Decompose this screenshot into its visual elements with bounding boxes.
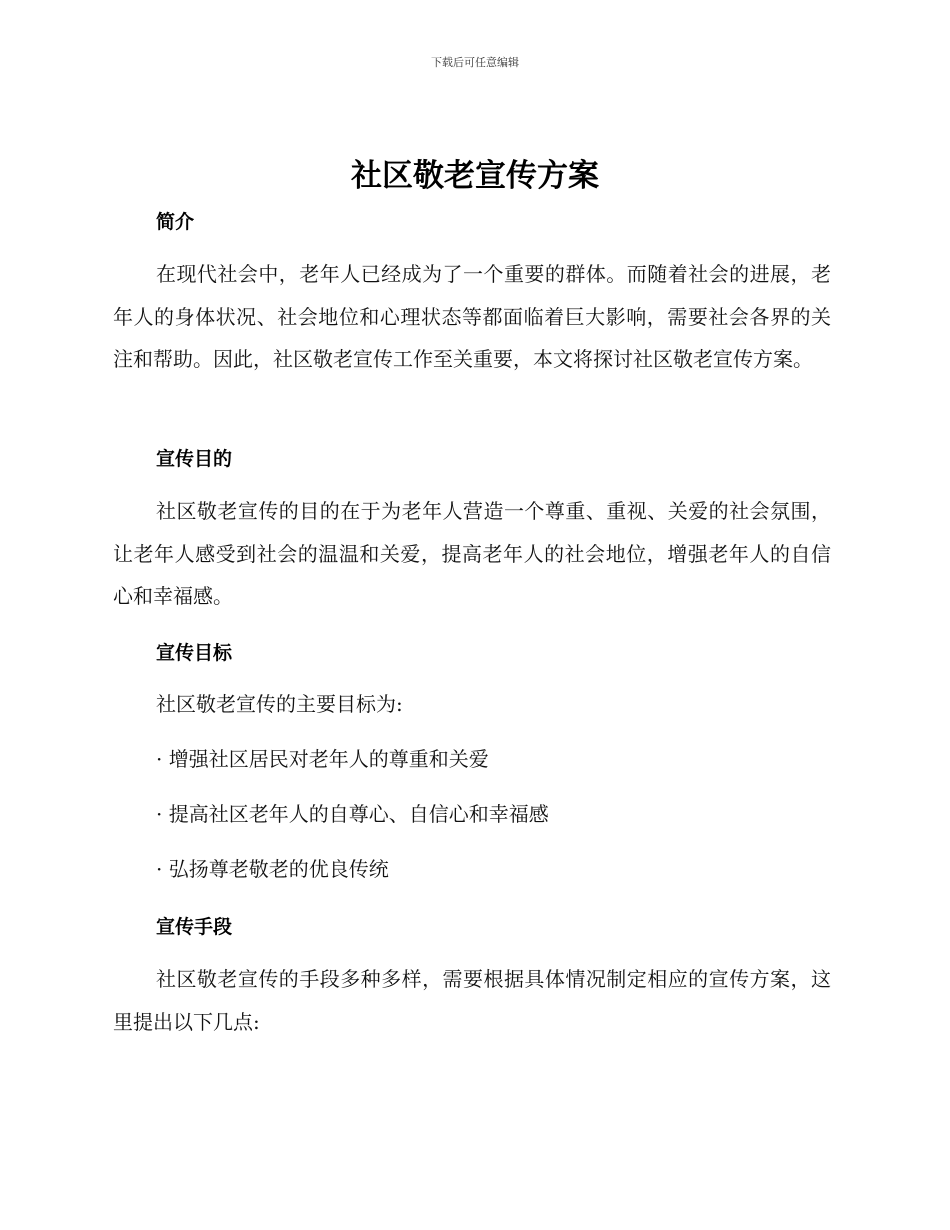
heading-intro: 简介 (156, 211, 195, 233)
goals-lead: 社区敬老宣传的主要目标为: (156, 692, 403, 716)
paragraph-purpose: 社区敬老宣传的目的在于为老年人营造一个尊重、重视、关爱的社会氛围，让老年人感受到社会的温温和关爱，提高老年人的社会地位，增强老年人的自信心和幸福感。 (113, 499, 831, 608)
page-header-note: 下载后可任意编辑 (431, 56, 519, 69)
list-item: · 增强社区居民对老年人的尊重和关爱 (156, 747, 489, 771)
heading-goals: 宣传目标 (156, 642, 233, 664)
list-item: · 提高社区老年人的自尊心、自信心和幸福感 (156, 802, 549, 826)
list-item: · 弘扬尊老敬老的优良传统 (156, 857, 389, 881)
paragraph-methods: 社区敬老宣传的手段多种多样，需要根据具体情况制定相应的宣传方案，这里提出以下几点: (113, 967, 831, 1034)
document-title: 社区敬老宣传方案 (351, 158, 599, 194)
paragraph-intro: 在现代社会中，老年人已经成为了一个重要的群体。而随着社会的进展，老年人的身体状况、社会地位和心理状态等都面临着巨大影响，需要社会各界的关注和帮助。因此，社区敬老宣传工作至关重要，本文将探讨社区敬老宣传方案。 (113, 262, 831, 371)
heading-methods: 宣传手段 (156, 916, 233, 938)
heading-purpose: 宣传目的 (156, 448, 233, 470)
